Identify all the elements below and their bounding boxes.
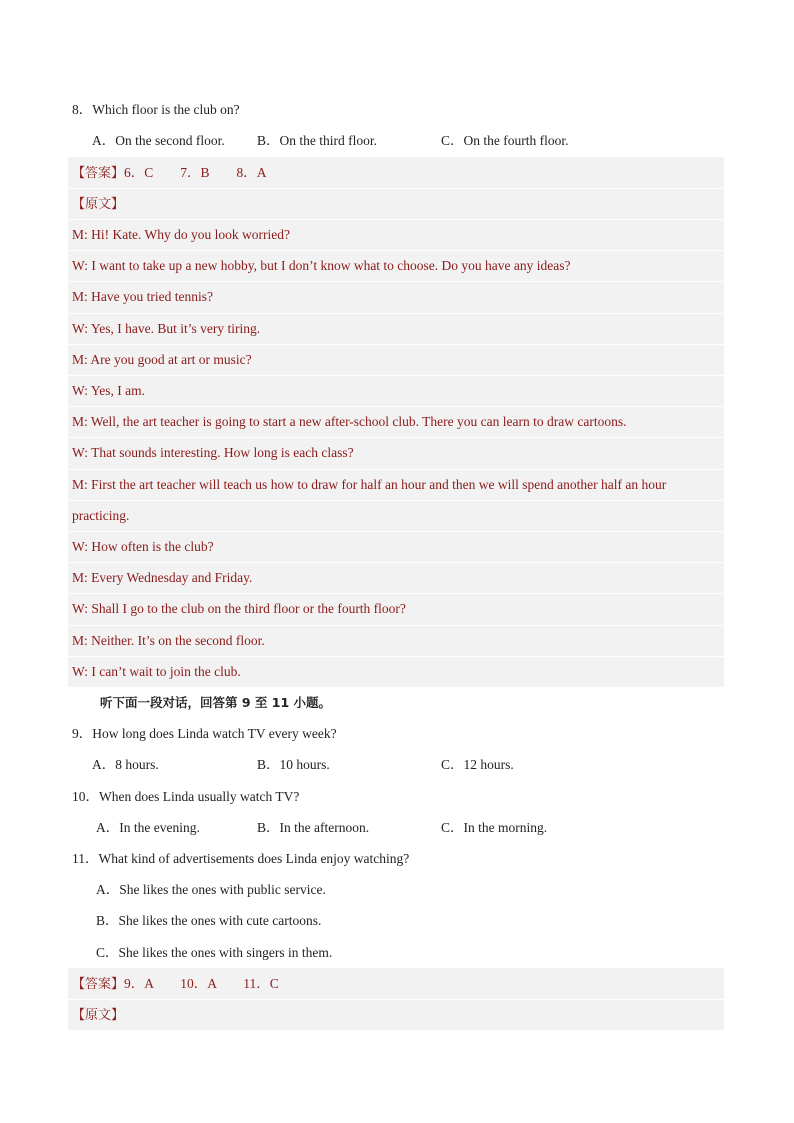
answer-text: 9．A 10．A 11．C	[124, 976, 279, 991]
section-instruction: 听下面一段对话，回答第 9 至 11 小题。	[100, 695, 332, 710]
transcript-line: practicing.	[72, 508, 130, 523]
transcript-label-2: 【原文】	[72, 1008, 125, 1023]
transcript-line: M: Every Wednesday and Friday.	[72, 570, 253, 585]
q8-option-b: B．On the third floor.	[257, 133, 377, 148]
transcript-line: W: I can’t wait to join the club.	[72, 664, 241, 679]
transcript-line: M: Are you good at art or music?	[72, 352, 252, 367]
q11-option-c: C．She likes the ones with singers in them.	[96, 945, 333, 960]
transcript-line: W: How often is the club?	[72, 539, 214, 554]
q8-option-c: C．On the fourth floor.	[441, 133, 569, 148]
transcript-line: W: Yes, I have. But it’s very tiring.	[72, 321, 261, 336]
q9-option-c: C．12 hours.	[441, 757, 514, 772]
transcript-line: W: That sounds interesting. How long is each class?	[72, 445, 354, 460]
transcript-label-1: 【原文】	[72, 197, 125, 212]
transcript-line: W: Yes, I am.	[72, 383, 145, 398]
transcript-line: M: Hi! Kate. Why do you look worried?	[72, 227, 290, 242]
q10-option-b: B．In the afternoon.	[257, 820, 370, 835]
q11-option-b: B．She likes the ones with cute cartoons.	[96, 913, 322, 928]
question-11: 11．What kind of advertisements does Linda enjoy watching?	[72, 851, 410, 866]
transcript-line: W: I want to take up a new hobby, but I don’t know what to choose. Do you have any ideas?	[72, 258, 571, 273]
answer-label: 【答案】	[72, 166, 125, 181]
answer-line-1	[72, 162, 267, 184]
q8-option-a: A．On the second floor.	[92, 133, 225, 148]
answer-text: 6．C 7．B 8．A	[124, 165, 267, 180]
q9-option-a: A．8 hours.	[92, 757, 159, 772]
answer-line-2	[72, 973, 279, 995]
question-9-options	[0, 754, 794, 776]
q11-option-a: A．She likes the ones with public service.	[96, 882, 326, 897]
q10-option-a: A．In the evening.	[96, 820, 200, 835]
transcript-line: M: First the art teacher will teach us how to draw for half an hour and then we will spend another half an hour	[72, 477, 667, 492]
q10-option-c: C．In the morning.	[441, 820, 548, 835]
question-9: 9．How long does Linda watch TV every week?	[72, 726, 337, 741]
q9-option-b: B．10 hours.	[257, 757, 330, 772]
transcript-line: M: Neither. It’s on the second floor.	[72, 633, 265, 648]
transcript-line: M: Well, the art teacher is going to start a new after-school club. There you can learn to draw cartoons.	[72, 414, 627, 429]
question-10-options	[0, 817, 794, 839]
answer-label: 【答案】	[72, 977, 125, 992]
transcript-line: M: Have you tried tennis?	[72, 289, 213, 304]
question-10: 10．When does Linda usually watch TV?	[72, 789, 300, 804]
transcript-line: W: Shall I go to the club on the third floor or the fourth floor?	[72, 601, 406, 616]
question-8: 8．Which floor is the club on?	[72, 102, 240, 117]
question-8-options	[0, 130, 794, 152]
